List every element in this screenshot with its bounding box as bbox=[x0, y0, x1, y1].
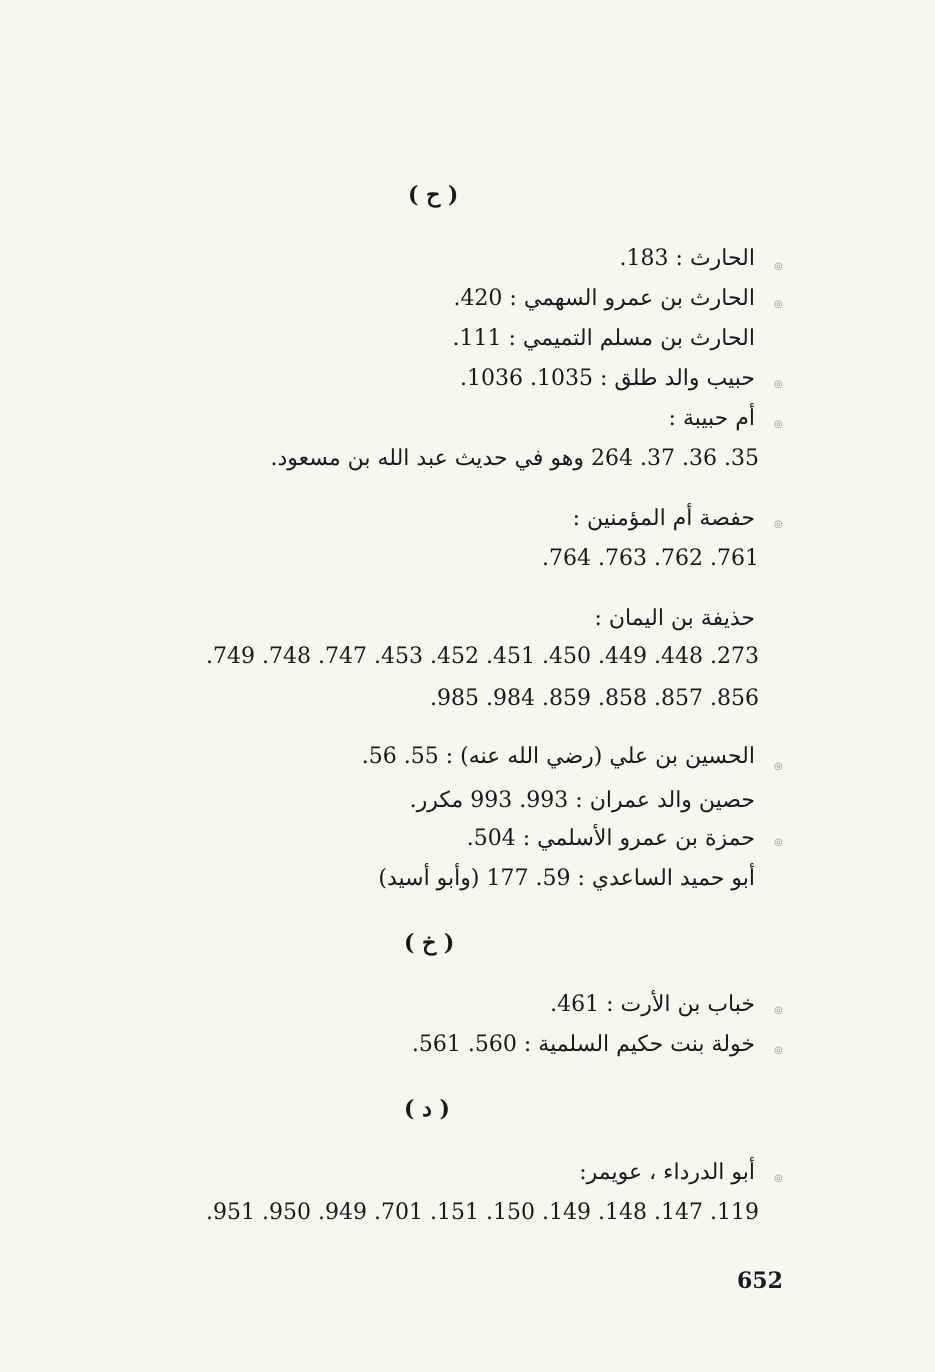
section-heading-kha: ( خ ) bbox=[404, 930, 455, 956]
index-entry: الحارث بن مسلم التميمي : 111. bbox=[452, 326, 755, 351]
index-entry: حمزة بن عمرو الأسلمي : 504. bbox=[466, 826, 755, 851]
bullet-icon: ◎ bbox=[774, 261, 783, 272]
index-entry: الحارث بن عمرو السهمي : 420. bbox=[453, 286, 755, 311]
index-entry: الحارث : 183. bbox=[619, 246, 755, 271]
bullet-icon: ◎ bbox=[774, 519, 783, 530]
bullet-icon: ◎ bbox=[774, 761, 783, 772]
bullet-icon: ◎ bbox=[774, 1005, 783, 1016]
section-heading-ha: ( ح ) bbox=[408, 182, 459, 208]
index-entry: حصين والد عمران : 993. 993 مكرر. bbox=[409, 788, 755, 813]
index-entry: حفصة أم المؤمنين : bbox=[572, 506, 755, 531]
page-number: 652 bbox=[737, 1268, 783, 1294]
bullet-icon: ◎ bbox=[774, 299, 783, 310]
index-entry-refs: 761. 762. 763. 764. bbox=[542, 546, 759, 571]
bullet-icon: ◎ bbox=[774, 837, 783, 848]
index-entry: أم حبيبة : bbox=[668, 406, 755, 431]
index-entry: خباب بن الأرت : 461. bbox=[550, 992, 755, 1017]
index-entry: حذيفة بن اليمان : bbox=[594, 606, 755, 631]
bullet-icon: ◎ bbox=[774, 379, 783, 390]
index-entry: خولة بنت حكيم السلمية : 560. 561. bbox=[411, 1032, 755, 1057]
index-entry: أبو الدرداء ، عويمر: bbox=[579, 1160, 755, 1185]
index-entry-refs: 856. 857. 858. 859. 984. 985. bbox=[430, 686, 759, 711]
index-entry: حبيب والد طلق : 1035. 1036. bbox=[460, 366, 755, 391]
bullet-icon: ◎ bbox=[774, 1173, 783, 1184]
index-entry-refs: 273. 448. 449. 450. 451. 452. 453. 747. 748. 749. bbox=[206, 644, 759, 669]
bullet-icon: ◎ bbox=[774, 419, 783, 430]
bullet-icon: ◎ bbox=[774, 1045, 783, 1056]
index-entry-refs: 119. 147. 148. 149. 150. 151. 701. 949. 950. 951. bbox=[206, 1200, 759, 1225]
section-heading-dal: ( د ) bbox=[404, 1096, 450, 1122]
index-entry: أبو حميد الساعدي : 59. 177 (وأبو أسيد) bbox=[378, 866, 755, 891]
index-entry: الحسين بن علي (رضي الله عنه) : 55. 56. bbox=[361, 744, 755, 769]
index-entry-refs: 35. 36. 37. 264 وهو في حديث عبد الله بن مسعود. bbox=[270, 446, 759, 471]
